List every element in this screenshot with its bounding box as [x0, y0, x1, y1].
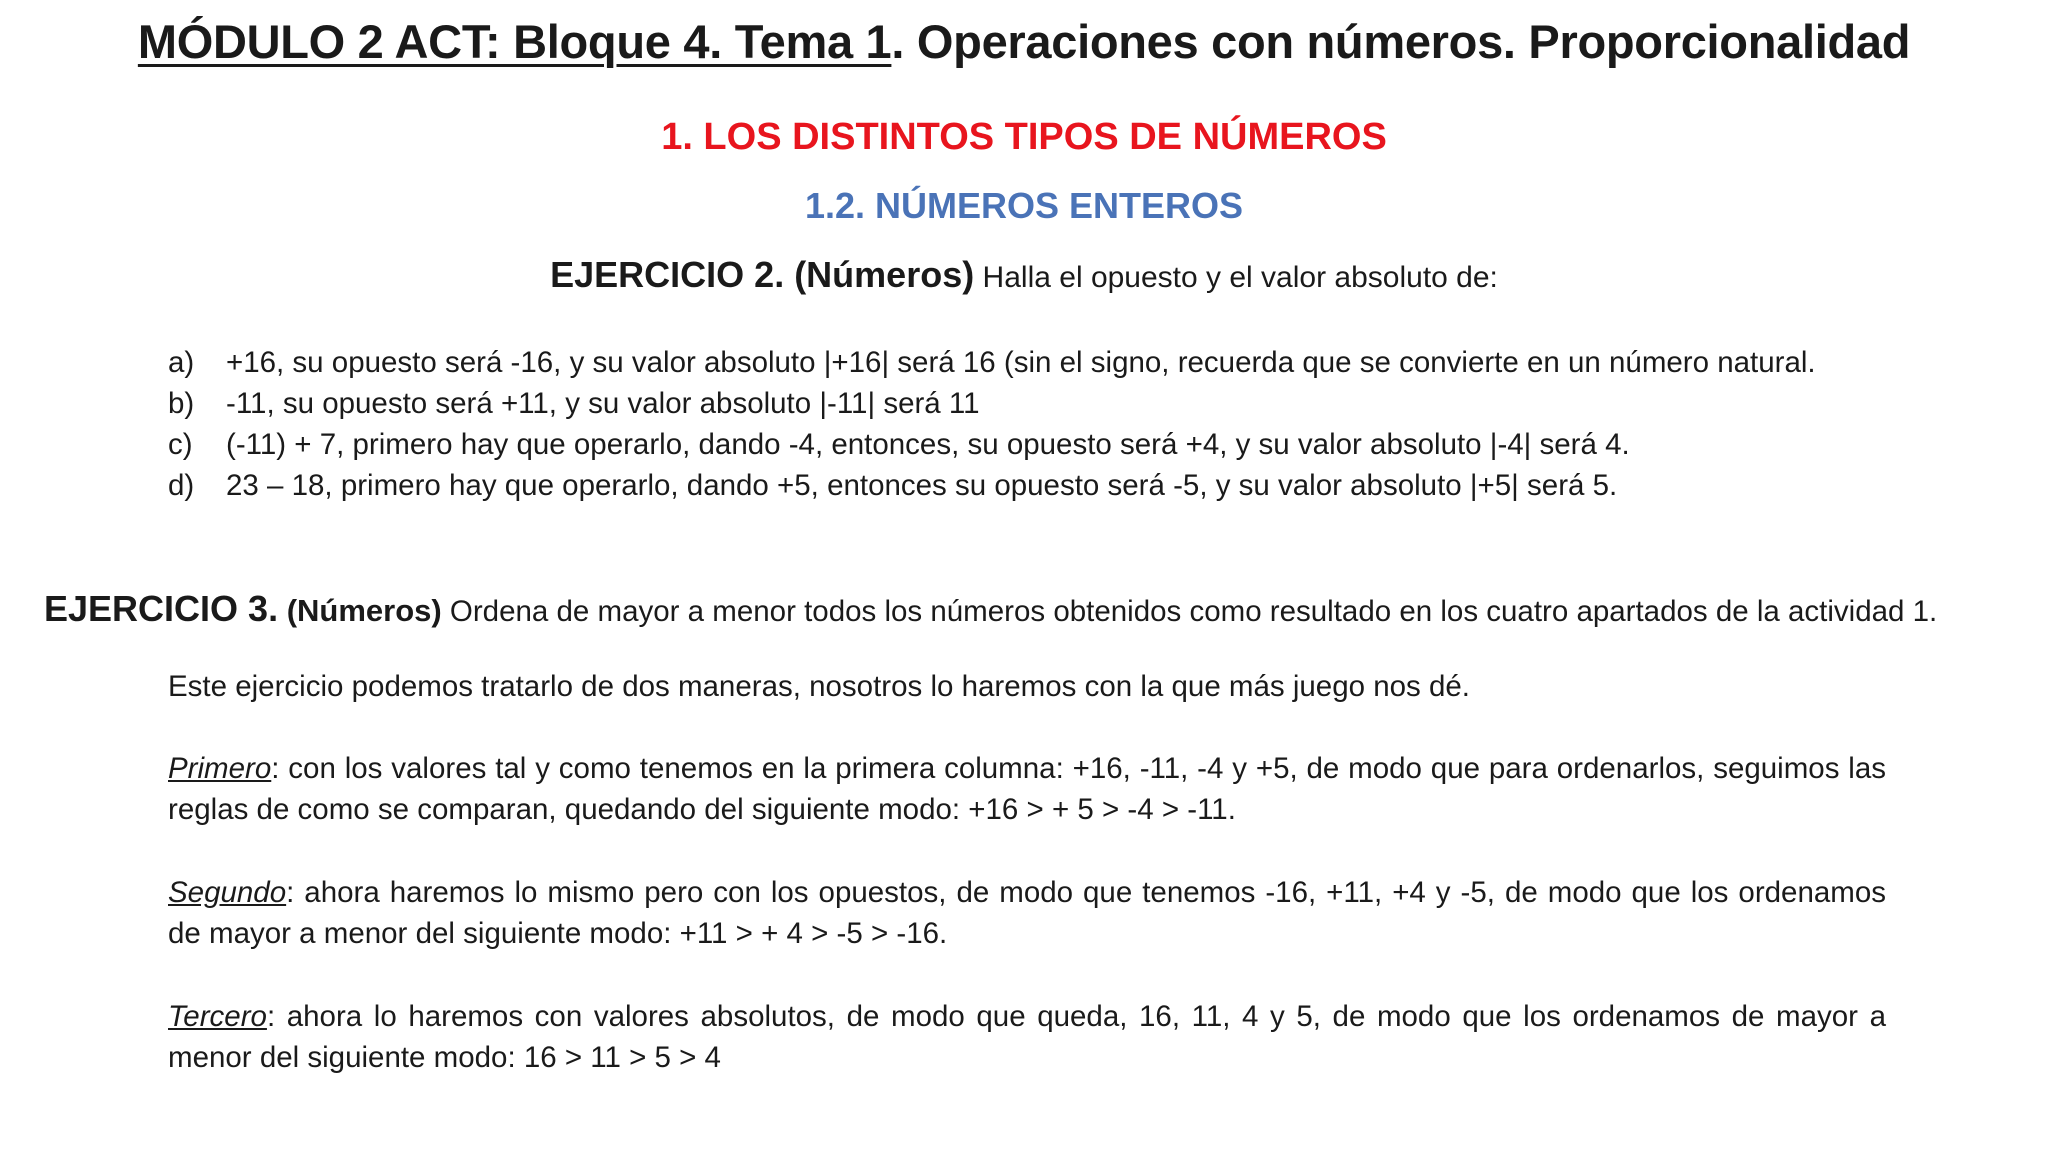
- exercise-3-subtitle: (Números): [278, 593, 442, 628]
- exercise-3-paragraph-second: [168, 872, 1886, 954]
- list-item: [168, 342, 1886, 383]
- page-title-underlined: MÓDULO 2 ACT: Bloque 4. Tema 1: [137, 15, 892, 68]
- exercise-2-heading: [0, 254, 2048, 296]
- paragraph-label: Tercero: [168, 1000, 267, 1033]
- exercise-3-heading: [44, 588, 2034, 630]
- list-item-text: +16, su opuesto será -16, y su valor absoluto |+16| será 16 (sin el signo, recuerda que se convierte en un número natural.: [226, 346, 1816, 379]
- list-item-marker: b): [168, 387, 195, 420]
- list-item-text: -11, su opuesto será +11, y su valor absoluto |-11| será 11: [226, 387, 980, 420]
- list-item-marker: d): [168, 469, 195, 502]
- exercise-2-answer-list: [168, 342, 1886, 506]
- subsection-heading: 1.2. NÚMEROS ENTEROS: [804, 185, 1244, 226]
- list-item: [168, 383, 1886, 424]
- list-item-marker: c): [168, 428, 193, 461]
- exercise-2-prompt: Halla el opuesto y el valor absoluto de:: [974, 261, 1498, 294]
- exercise-3-intro: Este ejercicio podemos tratarlo de dos maneras, nosotros lo haremos con la que más juego nos dé.: [168, 670, 1470, 703]
- list-item-text: 23 – 18, primero hay que operarlo, dando +5, entonces su opuesto será -5, y su valor absoluto |+5| será 5.: [226, 469, 1618, 502]
- page-title: [0, 14, 2048, 69]
- paragraph-text: : ahora haremos lo mismo pero con los opuestos, de modo que tenemos -16, +11, +4 y -5, de modo que los ordenamos de mayor a menor del siguiente modo: +11 > + 4 > -5 > -16.: [168, 876, 1886, 950]
- paragraph-label: Primero: [168, 752, 272, 785]
- list-item: [168, 424, 1886, 465]
- paragraph-text: : con los valores tal y como tenemos en la primera columna: +16, -11, -4 y +5, de modo que para ordenarlos, seguimos las reglas de como se comparan, quedando del siguiente modo: +16 > + 5 > -4 > -11.: [168, 752, 1886, 826]
- paragraph-text: : ahora lo haremos con valores absolutos, de modo que queda, 16, 11, 4 y 5, de modo que los ordenamos de mayor a menor del siguiente modo: 16 > 11 > 5 > 4: [168, 1000, 1886, 1074]
- list-item: [168, 465, 1886, 506]
- exercise-3-prompt: Ordena de mayor a menor todos los números obtenidos como resultado en los cuatro apartados de la actividad 1.: [441, 595, 1938, 628]
- page-title-rest: . Operaciones con números. Proporcionalidad: [891, 15, 1911, 68]
- list-item-marker: a): [168, 346, 195, 379]
- exercise-3-paragraph-first: [168, 748, 1886, 830]
- exercise-3-paragraph-third: [168, 996, 1886, 1078]
- exercise-3-title: EJERCICIO 3.: [44, 588, 279, 629]
- paragraph-label: Segundo: [168, 876, 287, 909]
- section-heading: 1. LOS DISTINTOS TIPOS DE NÚMEROS: [661, 116, 1387, 158]
- list-item-text: (-11) + 7, primero hay que operarlo, dando -4, entonces, su opuesto será +4, y su valor absoluto |-4| será 4.: [226, 428, 1630, 461]
- exercise-2-title: EJERCICIO 2. (Números): [550, 254, 975, 295]
